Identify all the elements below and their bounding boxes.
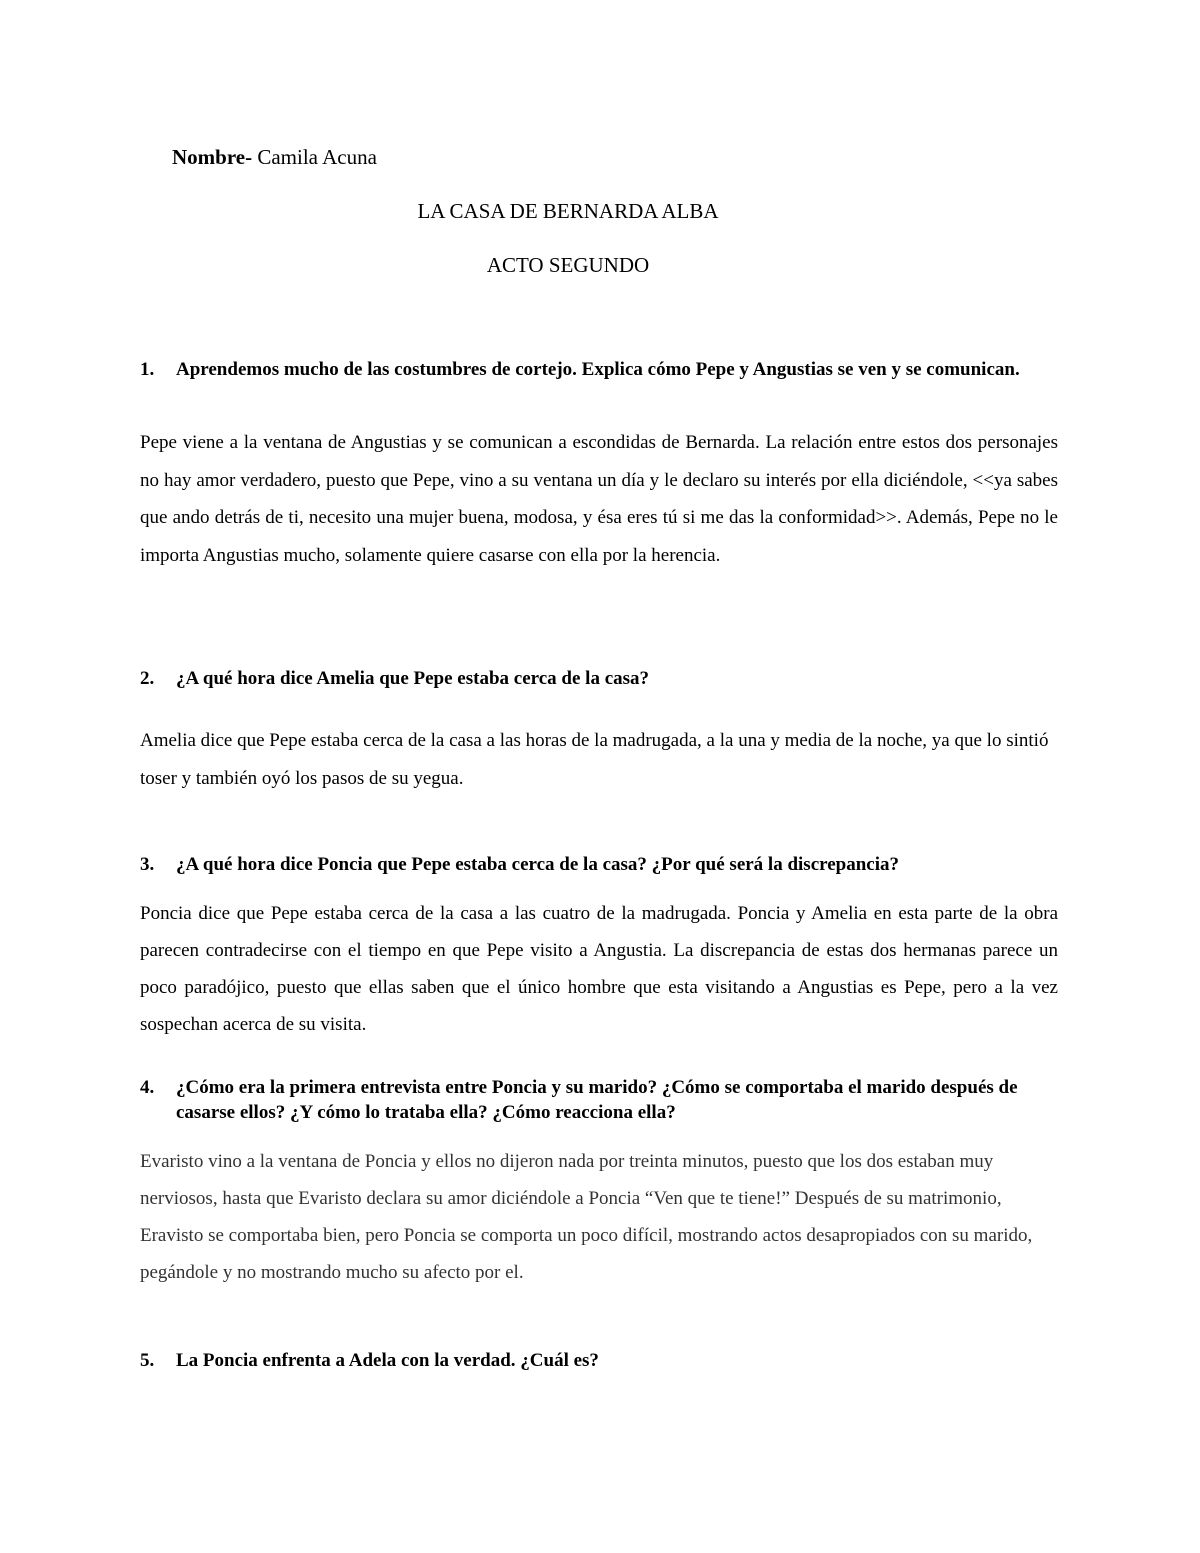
answer-2: Amelia dice que Pepe estaba cerca de la casa a las horas de la madrugada, a la una y media de la noche, ya que lo sintió toser y también oyó los pasos de su yegua. (140, 730, 1049, 789)
question-5 (140, 1348, 1060, 1373)
question-3 (140, 852, 1060, 877)
question-text: Aprendemos mucho de las costumbres de cortejo. Explica cómo Pepe y Angustias se ven y se comunican. (176, 359, 1020, 380)
question-text: ¿A qué hora dice Poncia que Pepe estaba cerca de la casa? ¿Por qué será la discrepancia? (176, 854, 900, 875)
answer-4: Evaristo vino a la ventana de Poncia y ellos no dijeron nada por treinta minutos, puesto que los dos estaban muy nerviosos, hasta que Evaristo declara su amor diciéndole a Poncia “Ven que te tiene!” Después de su matrimonio, Eravisto se comportaba bien, pero Poncia se comporta un poco difícil, mostrando actos desapropiados con su marido, pegándole y no mostrando mucho su afecto por el. (140, 1151, 1033, 1283)
question-number: 5. (140, 1350, 155, 1371)
answer-3: Poncia dice que Pepe estaba cerca de la casa a las cuatro de la madrugada. Poncia y Amelia en esta parte de la obra parecen contradecirse con el tiempo en que Pepe visito a Angustia. La discrepancia de estas dos hermanas parece un poco paradójico, puesto que ellas saben que el único hombre que esta visitando a Angustias es Pepe, pero a la vez sospechan acerca de su visita. (140, 903, 1058, 1035)
question-text: ¿Cómo era la primera entrevista entre Poncia y su marido? ¿Cómo se comportaba el marido después de casarse ellos? ¿Y cómo lo trataba ella? ¿Cómo reacciona ella? (176, 1077, 1018, 1123)
question-number: 1. (140, 359, 155, 380)
answer-1: Pepe viene a la ventana de Angustias y se comunican a escondidas de Bernarda. La relación entre estos dos personajes no hay amor verdadero, puesto que Pepe, vino a su ventana un día y le declaro su interés por ella diciéndole, <<ya sabes que ando detrás de ti, necesito una mujer buena, modosa, y ésa eres tú si me das la conformidad>>. Además, Pepe no le importa Angustias mucho, solamente quiere casarse con ella por la herencia. (140, 432, 1058, 566)
name-label: Nombre- (172, 145, 253, 169)
document-title: LA CASA DE BERNARDA ALBA (417, 199, 719, 223)
question-number: 4. (140, 1077, 155, 1098)
document-subtitle: ACTO SEGUNDO (486, 253, 650, 277)
question-text: ¿A qué hora dice Amelia que Pepe estaba cerca de la casa? (176, 668, 650, 689)
student-name-line (172, 144, 377, 170)
question-text: La Poncia enfrenta a Adela con la verdad. ¿Cuál es? (176, 1350, 599, 1371)
question-2 (140, 666, 1060, 691)
question-4 (140, 1075, 1060, 1125)
question-number: 3. (140, 854, 155, 875)
question-number: 2. (140, 668, 155, 689)
name-value: Camila Acuna (252, 145, 377, 169)
question-1 (140, 357, 1060, 382)
